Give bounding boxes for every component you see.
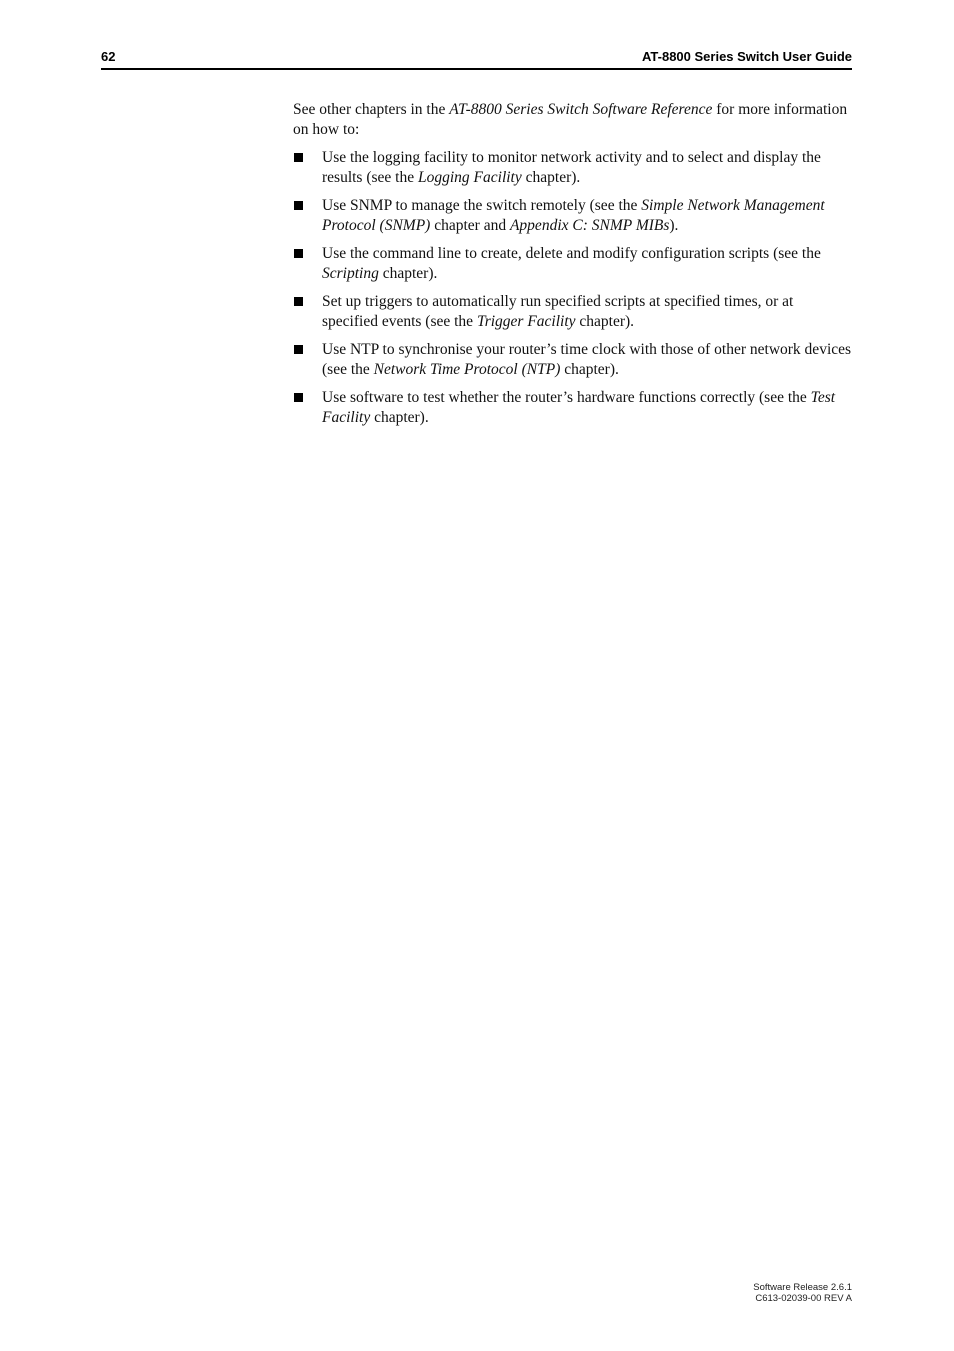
- bullet-text: chapter).: [560, 360, 619, 378]
- bullet-text: Use NTP to synchronise your router’s time clock with those of other network devices (see the: [322, 341, 852, 378]
- page-header: [101, 48, 852, 70]
- appendix-reference: Appendix C: SNMP MIBs: [509, 216, 670, 234]
- square-bullet-icon: [294, 201, 303, 210]
- bullet-text: Set up triggers to automatically run specified scripts at specified times, or at specified events (see the: [322, 293, 794, 330]
- software-reference-title: AT-8800 Series Switch Software Reference: [449, 101, 713, 118]
- intro-paragraph: [293, 100, 853, 139]
- bullet-text: Use the command line to create, delete and modify configuration scripts (see the: [322, 245, 821, 262]
- document-code: C613-02039-00 REV A: [755, 1293, 852, 1304]
- bullet-list: [293, 148, 853, 427]
- bullet-text: chapter).: [575, 312, 635, 330]
- list-item: [293, 340, 853, 379]
- list-item: [293, 196, 853, 235]
- guide-title: AT-8800 Series Switch User Guide: [641, 49, 852, 64]
- chapter-reference: Logging Facility: [417, 168, 522, 186]
- page-footer: [753, 1282, 852, 1304]
- list-item: [293, 388, 853, 427]
- square-bullet-icon: [294, 249, 303, 258]
- main-content: [293, 100, 853, 436]
- square-bullet-icon: [294, 345, 303, 354]
- software-release: Software Release 2.6.1: [753, 1282, 852, 1293]
- square-bullet-icon: [294, 153, 303, 162]
- bullet-text: Use software to test whether the router’s hardware functions correctly (see the: [322, 389, 811, 406]
- chapter-reference: Network Time Protocol (NTP): [373, 360, 561, 378]
- list-item: [293, 244, 853, 283]
- square-bullet-icon: [294, 393, 303, 402]
- bullet-text: Use the logging facility to monitor network activity and to select and display the results (see the: [322, 149, 821, 186]
- square-bullet-icon: [294, 297, 303, 306]
- bullet-text: chapter).: [370, 408, 429, 426]
- bullet-text: chapter).: [521, 168, 581, 186]
- chapter-reference: Test Facility: [322, 389, 836, 426]
- intro-text-before: See other chapters in the: [293, 101, 450, 118]
- bullet-text: Use SNMP to manage the switch remotely (see the: [322, 197, 642, 214]
- list-item: [293, 292, 853, 331]
- list-item: [293, 148, 853, 187]
- bullet-text: chapter and: [430, 216, 510, 234]
- page-number: 62: [101, 49, 116, 64]
- bullet-text: chapter).: [378, 264, 438, 282]
- chapter-reference: Scripting: [322, 264, 379, 282]
- bullet-text: ).: [669, 216, 679, 234]
- intro-text-after: for more information on how to:: [293, 101, 848, 138]
- chapter-reference: Simple Network Management Protocol (SNMP): [322, 197, 825, 234]
- chapter-reference: Trigger Facility: [476, 312, 576, 330]
